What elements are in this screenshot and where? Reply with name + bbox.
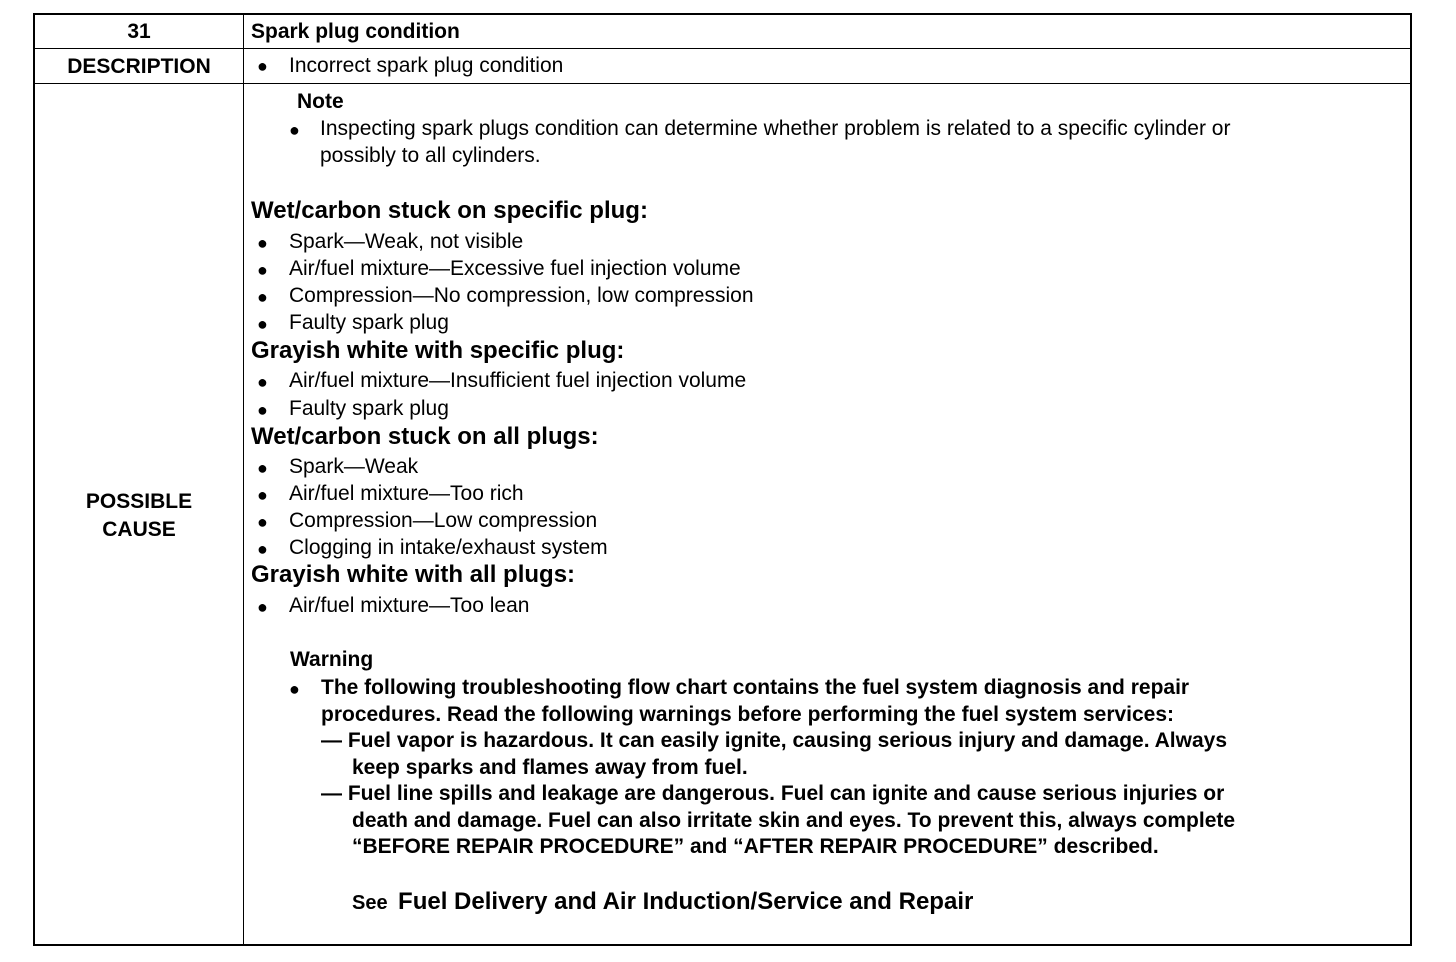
bullet-icon: ● bbox=[257, 400, 268, 420]
see-prefix: See bbox=[352, 892, 388, 914]
group-heading: Grayish white with all plugs: bbox=[251, 561, 576, 588]
warning-heading: Warning bbox=[290, 648, 374, 671]
column-divider bbox=[243, 15, 244, 944]
row-title: Spark plug condition bbox=[251, 20, 460, 43]
list-item: Air/fuel mixture—Too lean bbox=[289, 594, 530, 617]
note-text-line1: Inspecting spark plugs condition can determine whether problem is related to a specific cylinder or bbox=[320, 117, 1231, 140]
bullet-icon: ● bbox=[257, 539, 268, 559]
warning-dash-item: keep sparks and flames away from fuel. bbox=[352, 756, 748, 779]
list-item: Compression—No compression, low compression bbox=[289, 284, 754, 307]
possible-cause-label: POSSIBLE CAUSE bbox=[85, 490, 193, 541]
warning-dash-item: “BEFORE REPAIR PROCEDURE” and “AFTER REPAIR PROCEDURE” described. bbox=[352, 835, 1159, 858]
group-heading: Wet/carbon stuck on all plugs: bbox=[251, 423, 599, 450]
row-divider bbox=[35, 83, 1410, 84]
list-item: Air/fuel mixture—Excessive fuel injection volume bbox=[289, 257, 741, 280]
see-reference bbox=[352, 888, 973, 916]
see-link[interactable]: Fuel Delivery and Air Induction/Service and Repair bbox=[398, 888, 974, 915]
note-heading: Note bbox=[297, 90, 344, 113]
bullet-icon: ● bbox=[257, 314, 268, 334]
bullet-icon: ● bbox=[257, 372, 268, 392]
bullet-icon: ● bbox=[257, 233, 268, 253]
warning-text-line1: The following troubleshooting flow chart contains the fuel system diagnosis and repair bbox=[321, 676, 1190, 699]
row-divider bbox=[35, 48, 1410, 49]
warning-dash-item: — Fuel line spills and leakage are dangerous. Fuel can ignite and cause serious injuries or bbox=[321, 782, 1225, 805]
list-item: Compression—Low compression bbox=[289, 509, 598, 532]
list-item: Spark—Weak bbox=[289, 455, 419, 478]
troubleshooting-table bbox=[33, 13, 1412, 946]
group-heading: Wet/carbon stuck on specific plug: bbox=[251, 197, 648, 224]
description-text: Incorrect spark plug condition bbox=[289, 54, 564, 77]
bullet-icon: ● bbox=[257, 597, 268, 617]
warning-dash-item: — Fuel vapor is hazardous. It can easily ignite, causing serious injury and damage. Always bbox=[321, 729, 1227, 752]
bullet-icon: ● bbox=[257, 287, 268, 307]
bullet-icon: ● bbox=[289, 120, 300, 140]
list-item: Air/fuel mixture—Insufficient fuel injection volume bbox=[289, 369, 747, 392]
bullet-icon: ● bbox=[257, 512, 268, 532]
list-item: Spark—Weak, not visible bbox=[289, 230, 524, 253]
bullet-icon: ● bbox=[257, 458, 268, 478]
row-number: 31 bbox=[127, 20, 151, 43]
description-label: DESCRIPTION bbox=[67, 55, 211, 78]
group-heading: Grayish white with specific plug: bbox=[251, 337, 625, 364]
bullet-icon: ● bbox=[257, 56, 268, 76]
list-item: Clogging in intake/exhaust system bbox=[289, 536, 608, 559]
bullet-icon: ● bbox=[289, 679, 300, 699]
note-text-line2: possibly to all cylinders. bbox=[320, 144, 541, 167]
list-item: Air/fuel mixture—Too rich bbox=[289, 482, 524, 505]
bullet-icon: ● bbox=[257, 485, 268, 505]
list-item: Faulty spark plug bbox=[289, 311, 449, 334]
bullet-icon: ● bbox=[257, 260, 268, 280]
warning-dash-item: death and damage. Fuel can also irritate skin and eyes. To prevent this, always complete bbox=[352, 809, 1236, 832]
list-item: Faulty spark plug bbox=[289, 397, 449, 420]
warning-text-line2: procedures. Read the following warnings before performing the fuel system services: bbox=[321, 703, 1175, 726]
